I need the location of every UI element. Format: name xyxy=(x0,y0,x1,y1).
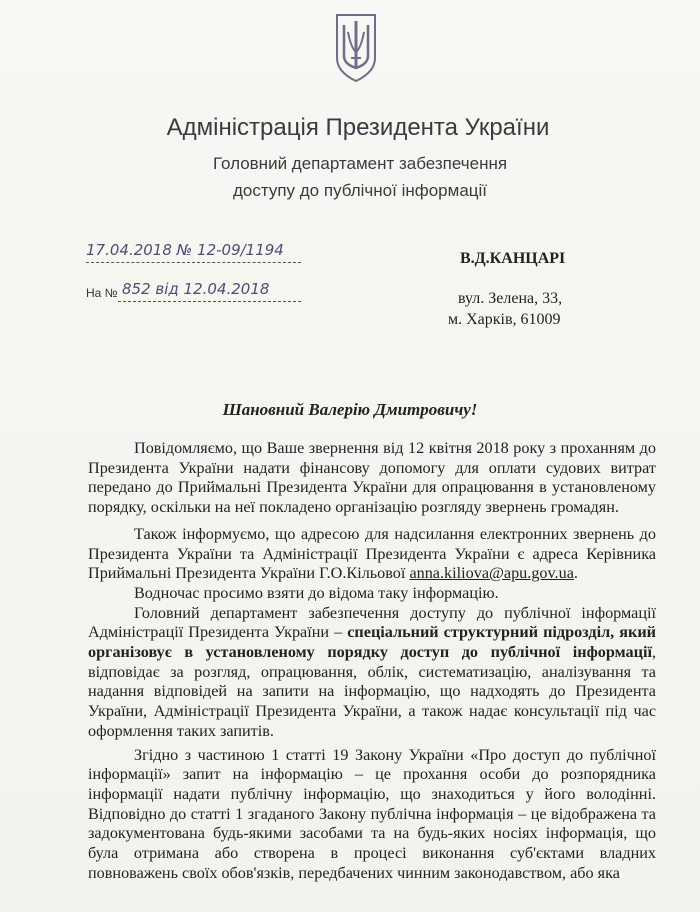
paragraph-4-end: , відповідає за розгляд, опрацювання, облік, систематизацію, аналізування та надання відповідей на запити на інформацію, що надходять до Президента України, Адміністрації Президента України, а також надає консультації під час оформлення таких запитів. xyxy=(88,643,656,740)
paragraph-3: Водночас просимо взяти до відома таку інформацію. xyxy=(134,583,499,602)
paragraph-2-end: . xyxy=(573,564,578,583)
email-link[interactable]: anna.kiliova@apu.gov.ua xyxy=(409,564,574,583)
letter-body xyxy=(88,439,656,883)
recipient-city: м. Харків, 61009 xyxy=(448,311,561,328)
paragraph-1: Повідомляємо, що Ваше звернення від 12 квітня 2018 року з проханням до Президента України надати фінансову допомогу для оплати судових витрат передано до Приймальні Президента України для опрацювання в установленому порядку, оскільки на неї покладено організацію розгляду звернень громадян. xyxy=(88,439,656,517)
paragraph-4-start: Головний департамент забезпечення доступу до публічної інформації Адміністрації Президента України – xyxy=(88,603,656,642)
recipient-name: В.Д.КАНЦАРІ xyxy=(460,250,566,267)
outgoing-ref-handwritten: 17.04.2018 № 12-09/1194 xyxy=(86,241,284,259)
incoming-ref-handwritten: 852 від 12.04.2018 xyxy=(122,280,270,298)
greeting: Шановний Валерію Дмитровичу! xyxy=(222,400,478,419)
paragraph-4 xyxy=(88,604,656,742)
department-line-1: Головний департамент забезпечення xyxy=(212,154,508,173)
trident-emblem-icon xyxy=(333,12,379,84)
org-title: Адміністрація Президента України xyxy=(166,114,550,141)
outgoing-ref-underline xyxy=(86,262,301,263)
department-line-2: доступу до публічної інформації xyxy=(232,181,488,200)
paragraph-2 xyxy=(88,525,656,584)
paragraph-2-text: Також інформуємо, що адресою для надсилання електронних звернень до Президента України та Адміністрації Президента України є адреса Керівника Приймальні Президента України Г.О.Кільової xyxy=(88,524,656,583)
paragraph-4-bold: спеціальний структурний підрозділ, який організовує в установленому порядку доступ до публічної інформації xyxy=(88,623,656,662)
paragraph-5: Згідно з частиною 1 статті 19 Закону України «Про доступ до публічної інформації» запит на інформацію – це прохання особи до розпорядника інформації надати публічну інформацію, що знаходиться у його володінні. Відповідно до статті 1 згаданого Закону публічна інформація – це відображена та задокументована будь-якими засобами та на будь-яких носіях інформація, що була отримана або створена в процесі виконання суб'єктами владних повноважень своїх обов'язків, передбачених чинним законодавством, або яка xyxy=(88,745,656,882)
incoming-ref-label: На № xyxy=(86,286,118,300)
recipient-street: вул. Зелена, 33, xyxy=(458,290,563,307)
incoming-ref-underline xyxy=(118,301,301,302)
